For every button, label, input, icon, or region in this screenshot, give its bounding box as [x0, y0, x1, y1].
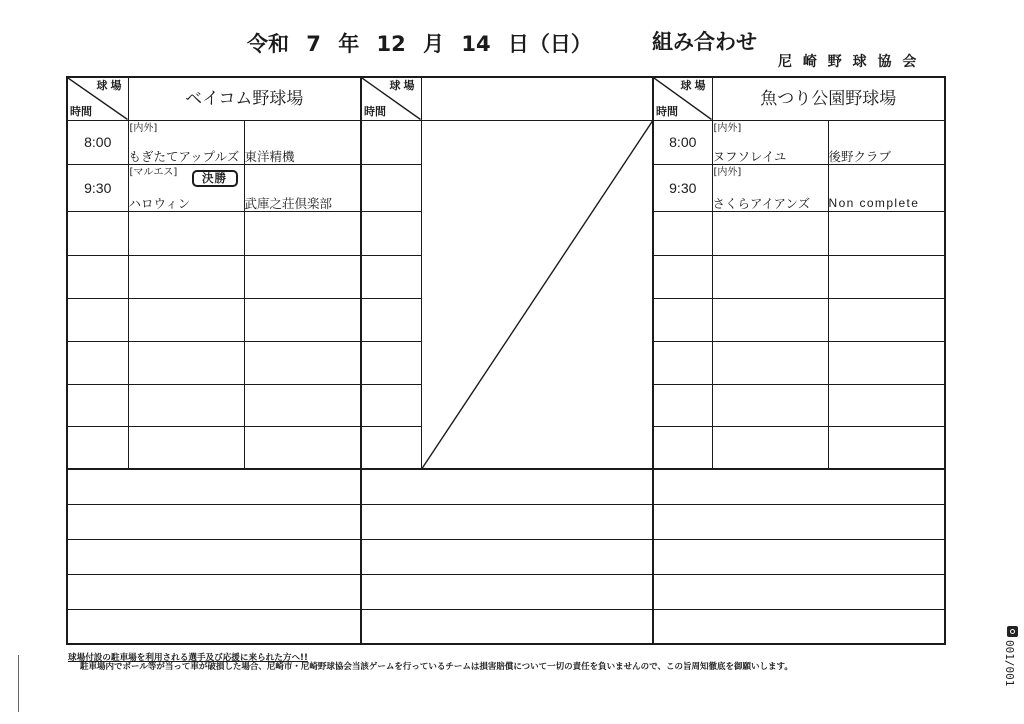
document-title: 組み合わせ [652, 30, 757, 54]
team-cell [244, 384, 361, 426]
division-tag: [内外] [713, 122, 742, 134]
page-stamp [1003, 626, 1018, 686]
team-cell [128, 255, 244, 298]
team-cell [244, 341, 361, 384]
team-2-name: 後野クラブ [828, 148, 892, 164]
venue-cell [421, 77, 653, 120]
venue-name: ベイコム野球場 [185, 88, 304, 109]
team-1-cell [128, 120, 244, 164]
corner-cell [67, 77, 128, 120]
division-tag: [内外] [713, 166, 742, 178]
notes-cell [67, 504, 361, 539]
match-time: 8:00 [669, 134, 697, 150]
time-cell [67, 120, 128, 164]
corner-venue-label: 球場 [96, 79, 125, 92]
notes-cell [653, 504, 945, 539]
time-cell [653, 164, 712, 211]
time-cell [653, 298, 712, 341]
page-number: 001/001 [1003, 640, 1016, 687]
team-cell [828, 384, 945, 426]
team-1-name: ハロウィン [128, 195, 191, 211]
notes-row [67, 504, 945, 539]
time-cell [653, 255, 712, 298]
notes-row [67, 574, 945, 609]
document-date: 令和 7 年 12 月 14 日（日） [247, 32, 592, 56]
corner-time-label: 時間 [70, 104, 92, 118]
team-1-name: さくらアイアンズ [712, 195, 811, 211]
corner-cell [653, 77, 712, 120]
time-cell [361, 211, 421, 255]
team-cell [244, 426, 361, 469]
corner-venue-label: 球場 [680, 79, 709, 92]
team-cell [712, 384, 828, 426]
notes-cell [361, 504, 653, 539]
match-row [67, 120, 945, 164]
time-cell [361, 298, 421, 341]
time-cell [361, 341, 421, 384]
corner-time-label: 時間 [364, 104, 387, 118]
notes-cell [653, 539, 945, 574]
corner-venue-label: 球場 [389, 79, 418, 92]
venue-cell [712, 77, 945, 120]
team-1-name: もぎたてアップルズ [128, 148, 240, 164]
team-cell [828, 255, 945, 298]
team-cell [128, 426, 244, 469]
header-row [67, 77, 945, 120]
team-cell [712, 255, 828, 298]
time-cell [653, 384, 712, 426]
venue-cell [128, 77, 361, 120]
time-cell [67, 164, 128, 211]
match-time: 8:00 [84, 134, 112, 150]
team-2-cell [244, 164, 361, 211]
notes-cell [67, 539, 361, 574]
venue-name: 魚つり公園野球場 [760, 88, 897, 109]
final-badge: 決勝 [192, 170, 238, 187]
time-cell [361, 426, 421, 469]
team-cell [712, 211, 828, 255]
time-cell [361, 164, 421, 211]
team-cell [828, 298, 945, 341]
notes-cell [361, 609, 653, 644]
notice-body: 駐車場内でボール等が当って車が破損した場合、尼崎市・尼崎野球協会当該ゲームを行っているチームは損害賠償について一切の責任を負いませんので、この旨周知徹底を御願いします。 [80, 662, 793, 672]
corner-time-label: 時間 [656, 104, 679, 118]
notes-cell [67, 574, 361, 609]
notes-row [67, 609, 945, 644]
time-cell [653, 341, 712, 384]
corner-cell [361, 77, 421, 120]
division-tag: [内外] [129, 122, 158, 134]
team-cell [712, 298, 828, 341]
team-cell [828, 341, 945, 384]
team-cell [128, 298, 244, 341]
team-cell [244, 298, 361, 341]
team-cell [828, 426, 945, 469]
team-2-cell [244, 120, 361, 164]
notes-cell [653, 469, 945, 504]
notes-cell [653, 609, 945, 644]
notes-cell [653, 574, 945, 609]
team-2-cell [828, 120, 945, 164]
schedule-grid [66, 76, 946, 645]
notes-row [67, 539, 945, 574]
team-cell [712, 341, 828, 384]
unused-field-cell [421, 120, 653, 469]
match-time: 9:30 [669, 179, 697, 196]
notes-cell [361, 539, 653, 574]
time-cell [361, 384, 421, 426]
time-cell [67, 255, 128, 298]
notes-cell [67, 609, 361, 644]
time-cell [653, 211, 712, 255]
team-1-cell [128, 164, 244, 211]
notice-heading: 球場付設の駐車場を利用される選手及び応援に来られた方へ!! [68, 653, 308, 663]
team-cell [244, 255, 361, 298]
time-cell [361, 120, 421, 164]
team-cell [128, 341, 244, 384]
cross-out-diagonal [422, 121, 653, 469]
team-2-name: 東洋精機 [244, 148, 295, 164]
team-cell [828, 211, 945, 255]
team-1-name: ヌフソレイユ [712, 148, 787, 164]
scan-mark [18, 655, 19, 712]
time-cell [67, 384, 128, 426]
notes-cell [361, 469, 653, 504]
time-cell [67, 298, 128, 341]
team-cell [244, 211, 361, 255]
team-cell [128, 211, 244, 255]
team-1-cell [712, 164, 828, 211]
time-cell [653, 120, 712, 164]
team-1-cell [712, 120, 828, 164]
team-cell [712, 426, 828, 469]
time-cell [67, 426, 128, 469]
time-cell [67, 341, 128, 384]
team-2-name: 武庫之荘倶楽部 [244, 195, 333, 211]
team-cell [128, 384, 244, 426]
time-cell [361, 255, 421, 298]
match-time: 9:30 [84, 179, 112, 196]
team-2-cell [828, 164, 945, 211]
organization-name: 尼 崎 野 球 協 会 [778, 54, 917, 70]
division-tag: [マルエス] [129, 166, 178, 178]
notes-cell [67, 469, 361, 504]
notes-row [67, 469, 945, 504]
time-cell [653, 426, 712, 469]
time-cell [67, 211, 128, 255]
team-2-name: Non complete [828, 195, 920, 210]
page-icon [1007, 626, 1018, 637]
notes-cell [361, 574, 653, 609]
